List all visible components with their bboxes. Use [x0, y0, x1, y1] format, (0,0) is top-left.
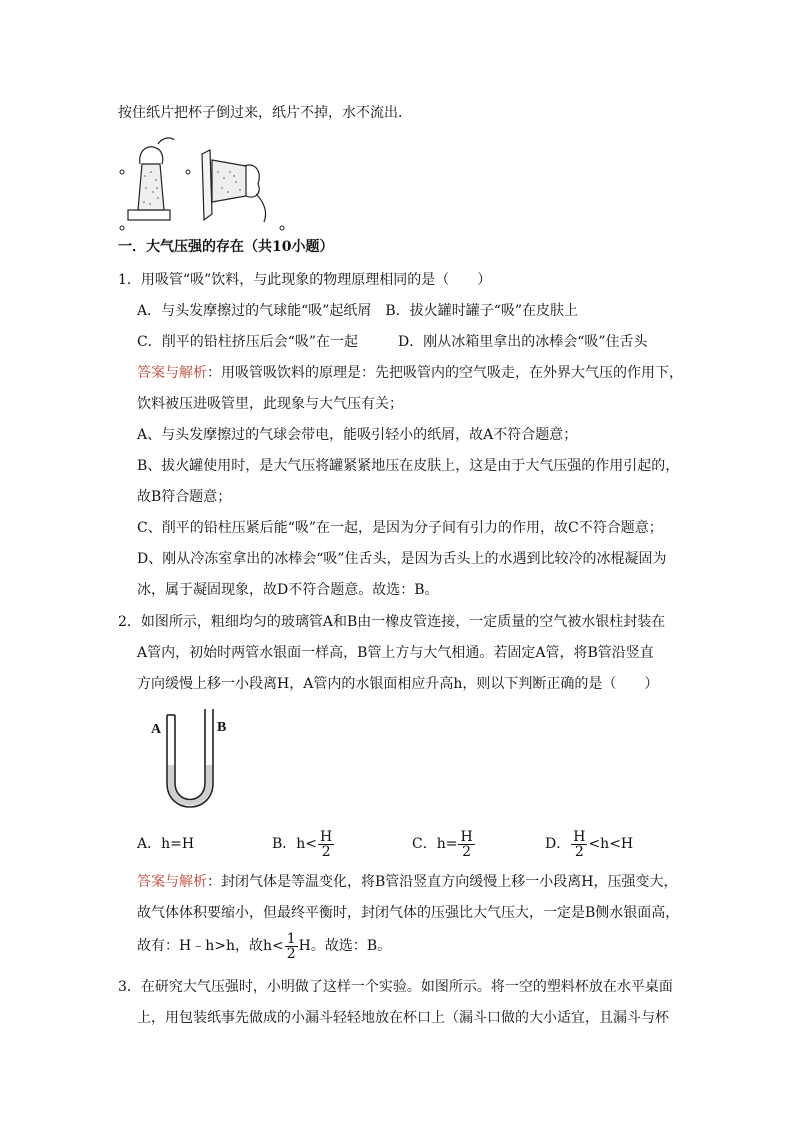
q1-answer-line-1 — [137, 363, 683, 383]
q2-stem-1: 2．如图所示，粗细均匀的玻璃管A和B由一橡皮管连接，一定质量的空气被水银柱封装在 — [118, 614, 666, 630]
q2-option-b — [272, 826, 335, 862]
fraction-numerator: H — [573, 828, 586, 845]
tube-label-a: A — [151, 722, 162, 737]
fraction — [285, 932, 298, 961]
q2-answer-line-1 — [137, 872, 678, 892]
fraction — [571, 830, 587, 859]
q1-option-c: C．削平的铅柱挤压后会“吸”在一起 — [137, 334, 359, 350]
q2-answer-line-2: 故气体体积要缩小，但最终平衡时，封闭气体的压强比大气压大，一定是B侧水银面高， — [137, 905, 680, 921]
fraction-denominator: 2 — [321, 843, 331, 860]
q1-answer-line-2: 饮料被压进吸管里，此现象与大气压有关； — [137, 396, 403, 412]
fraction-numerator: H — [320, 828, 333, 845]
q3-stem-1: 3．在研究大气压强时，小明做了这样一个实验。如图所示。将一空的塑料杯放在水平桌面 — [118, 979, 673, 995]
fraction-numerator: H — [460, 828, 473, 845]
answer-label: 答案与解析 — [137, 874, 207, 890]
q2-answer-text-1: ：封闭气体是等温变化，将B管沿竖直方向缓慢上移一小段离H，压强变大， — [207, 874, 678, 890]
q1-explain-d-1: D、刚从冷冻室拿出的冰棒会“吸”住舌头，是因为舌头上的水遇到比较冷的冰棍凝固为 — [137, 551, 667, 567]
fraction — [458, 830, 474, 859]
q2-option-d — [545, 826, 633, 862]
tube-label-b: B — [217, 720, 227, 735]
q1-answer-text-1: ：用吸管吸饮料的原理是：先把吸管内的空气吸走，在外界大气压的作用下， — [207, 365, 683, 381]
q2-stem-3: 方向缓慢上移一小段离H，A管内的水银面相应升高h，则以下判断正确的是（ ） — [137, 676, 659, 692]
fraction-denominator: 2 — [462, 843, 472, 860]
q2-stem-2: A管内，初始时两管水银面一样高，B管上方与大气相通。若固定A管，将B管沿竖直 — [137, 645, 654, 661]
fraction-numerator: 1 — [286, 930, 296, 947]
cup-experiment-figure — [118, 132, 294, 234]
q2-answer-text-3: 故有：H﹣h>h，故h< — [137, 938, 284, 954]
q2-option-c — [412, 826, 476, 862]
q2-option-d-suffix: <h<H — [588, 836, 634, 852]
q1-stem: 1．用吸管“吸”饮料，与此现象的物理原理相同的是（ ） — [118, 272, 492, 288]
q3-stem-2: 上，用包装纸事先做成的小漏斗轻轻地放在杯口上（漏斗口做的大小适宜，且漏斗与杯 — [137, 1010, 669, 1026]
q1-explain-a: A、与头发摩擦过的气球会带电，能吸引轻小的纸屑，故A不符合题意； — [137, 427, 578, 443]
q1-option-d: D．刚从冰箱里拿出的冰棒会“吸”住舌头 — [398, 334, 648, 350]
q1-explain-b-1: B、拔火罐使用时，是大气压将罐紧紧地压在皮肤上，这是由于大气压强的作用引起的， — [137, 458, 680, 474]
q2-answer-line-3 — [137, 928, 391, 964]
intro-text: 按住纸片把杯子倒过来，纸片不掉，水不流出. — [118, 105, 403, 121]
section-title: 一．大气压强的存在（共10小题） — [118, 239, 334, 255]
fraction-denominator: 2 — [574, 843, 584, 860]
answer-label: 答案与解析 — [137, 365, 207, 381]
q2-option-d-prefix: D． — [545, 836, 571, 852]
q2-option-b-prefix: B．h< — [272, 836, 318, 852]
q2-option-c-prefix: C．h= — [412, 836, 458, 852]
q2-option-a: A．h=H — [137, 836, 195, 852]
q1-explain-b-2: 故B符合题意； — [137, 489, 232, 505]
q1-explain-c: C、削平的铅柱压紧后能“吸”在一起，是因为分子间有引力的作用，故C不符合题意； — [137, 520, 663, 536]
q1-explain-d-2: 冰，属于凝固现象，故D不符合题意。故选：B。 — [137, 582, 439, 598]
u-tube-figure — [145, 705, 245, 821]
fraction-denominator: 2 — [286, 945, 296, 962]
fraction — [318, 830, 334, 859]
q2-answer-text-3-suffix: H。故选：B。 — [298, 938, 392, 954]
q1-options-ab: A．与头发摩擦过的气球能“吸”起纸屑 B．拔火罐时罐子“吸”在皮肤上 — [137, 303, 579, 319]
